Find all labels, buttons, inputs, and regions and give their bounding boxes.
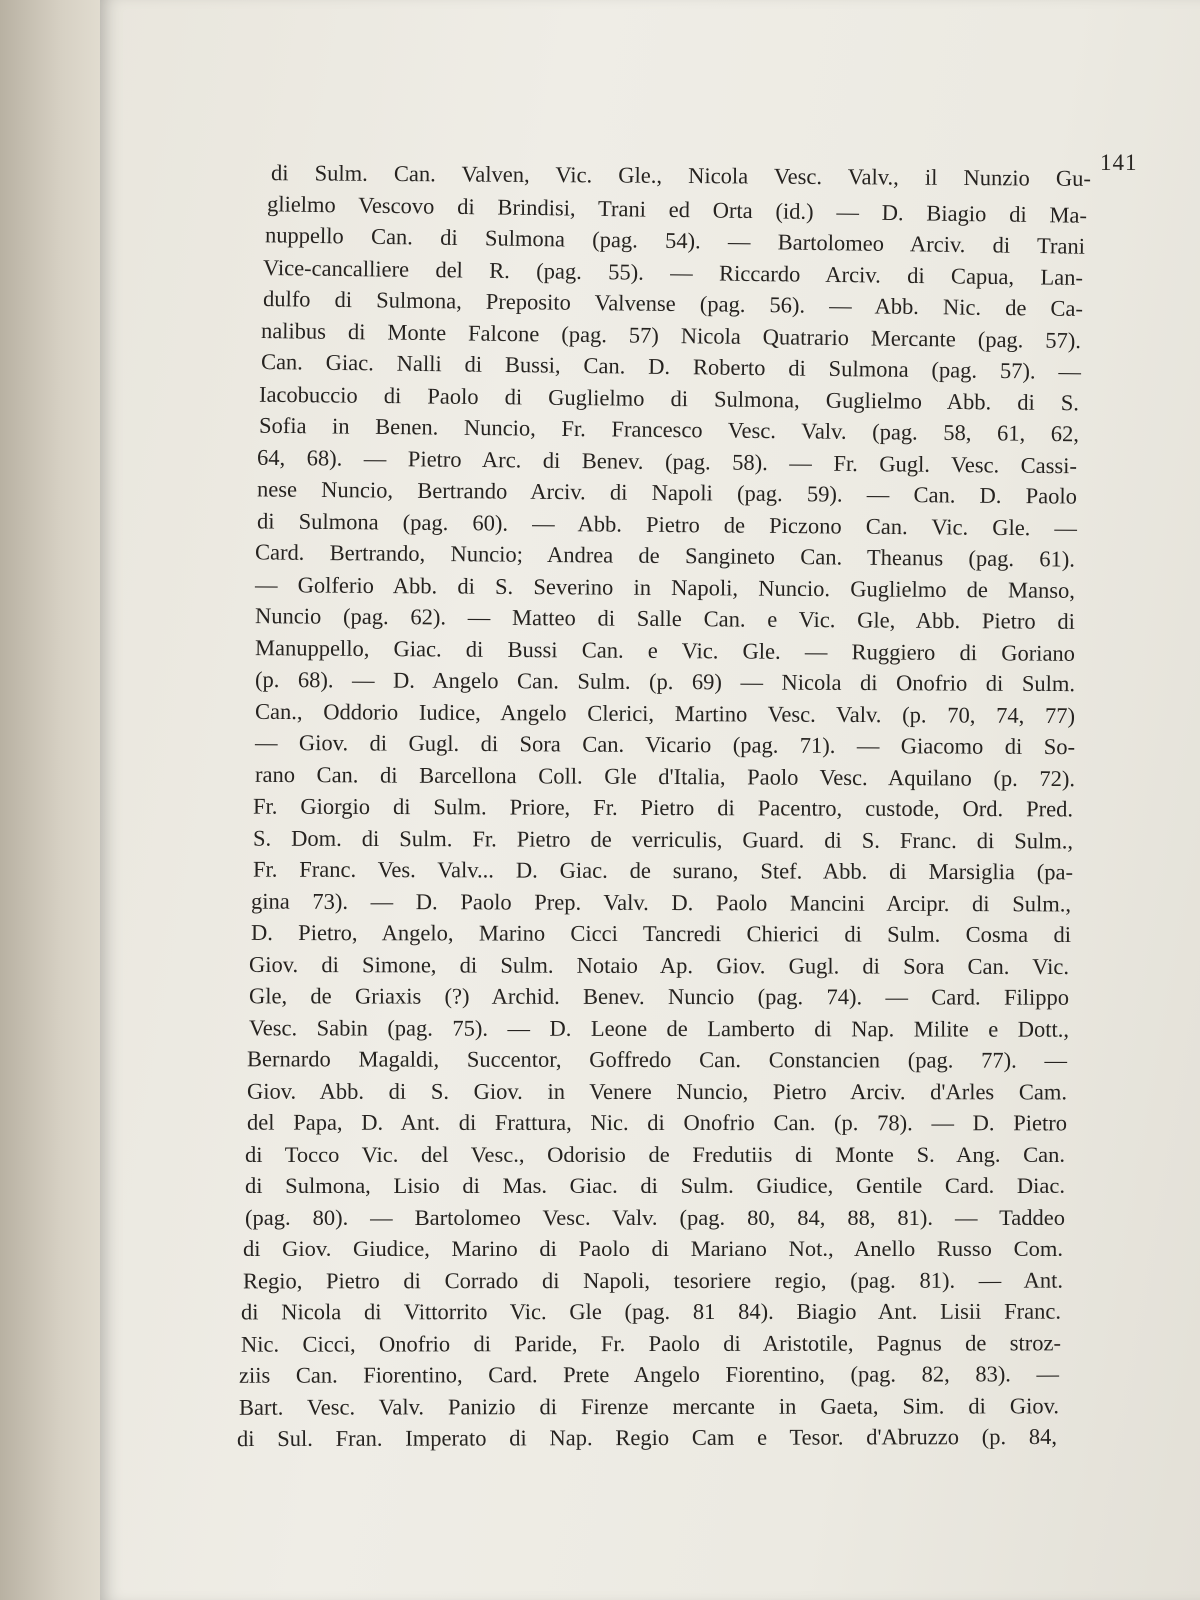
text-line: — Giov. di Gugl. di Sora Can. Vicario (pag. 71). — Giacomo di So- [254,729,1076,760]
text-line: — Golferio Abb. di S. Severino in Napoli, Nuncio. Guglielmo de Manso, [254,571,1076,603]
text-line: Fr. Giorgio di Sulm. Priore, Fr. Pietro di Pacentro, custode, Ord. Pred. [252,793,1074,822]
text-line: Iacobuccio di Paolo di Guglielmo di Sulmona, Guglielmo Abb. di S. [258,381,1080,415]
text-line: Fr. Franc. Ves. Valv... D. Giac. de surano, Stef. Abb. di Marsiglia (pa- [252,856,1074,885]
text-line: di Giov. Giudice, Marino di Paolo di Mariano Not., Anello Russo Com. [243,1236,1063,1261]
text-line: nalibus di Monte Falcone (pag. 57) Nicola Quatrario Mercante (pag. 57). [260,317,1082,353]
text-line: Vesc. Sabin (pag. 75). — D. Leone de Lamberto di Nap. Milite e Dott., [248,1014,1070,1042]
text-line: Manuppello, Giac. di Bussi Can. e Vic. Gle. — Ruggiero di Goriano [254,634,1076,666]
text-line: Bart. Vesc. Valv. Panizio di Firenze mercante in Gaeta, Sim. di Giov. [238,1392,1060,1420]
text-line: Nuncio (pag. 62). — Matteo di Salle Can. e Vic. Gle, Abb. Pietro di [254,603,1076,634]
text-line: ziis Can. Fiorentino, Card. Prete Angelo Fiorentino, (pag. 82, 83). — [238,1361,1060,1388]
text-line: Bernardo Magaldi, Succentor, Goffredo Can. Constancien (pag. 77). — [246,1046,1068,1073]
text-line: gina 73). — D. Paolo Prep. Valv. D. Paolo Mancini Arcipr. di Sulm., [250,888,1072,916]
text-line: Can. Giac. Nalli di Bussi, Can. D. Roberto di Sulmona (pag. 57). — [260,348,1082,385]
text-line: di Tocco Vic. del Vesc., Odorisio de Fredutiis di Monte S. Ang. Can. [245,1141,1065,1167]
text-line: Vice-cancalliere del R. (pag. 55). — Riccardo Arciv. di Capua, Lan- [262,254,1084,290]
text-line: Sofia in Benen. Nuncio, Fr. Francesco Vesc. Valv. (pag. 58, 61, 62, [258,412,1080,447]
text-line: rano Can. di Barcellona Coll. Gle d'Italia, Paolo Vesc. Aquilano (p. 72). [254,761,1076,791]
text-line: nese Nuncio, Bertrando Arciv. di Napoli (pag. 59). — Can. D. Paolo [256,476,1078,509]
text-line: Can., Oddorio Iudice, Angelo Clerici, Martino Vesc. Valv. (p. 70, 74, 77) [254,698,1076,728]
text-line: di Sulm. Can. Valven, Vic. Gle., Nicola Vesc. Valv., il Nunzio Gu- [270,160,1092,191]
text-line: Regio, Pietro di Corrado di Napoli, tesoriere regio, (pag. 81). — Ant. [242,1267,1064,1293]
text-line: (pag. 80). — Bartolomeo Vesc. Valv. (pag. 80, 84, 88, 81). — Taddeo [245,1204,1065,1230]
text-line: (p. 68). — D. Angelo Can. Sulm. (p. 69) — Nicola di Onofrio di Sulm. [254,666,1076,697]
book-gutter [0,0,110,1600]
text-line: S. Dom. di Sulm. Fr. Pietro de verriculis, Guard. di S. Franc. di Sulm., [252,825,1074,853]
text-line: di Sulmona, Lisio di Mas. Giac. di Sulm. Giudice, Gentile Card. Diac. [245,1173,1065,1198]
text-line: glielmo Vescovo di Brindisi, Trani ed Orta (id.) — D. Biagio di Ma- [266,190,1088,228]
page-number: 141 [1100,150,1138,175]
text-line: D. Pietro, Angelo, Marino Cicci Tancredi Chierici di Sulm. Cosma di [250,919,1072,948]
text-line: Giov. di Simone, di Sulm. Notaio Ap. Giov. Gugl. di Sora Can. Vic. [248,951,1070,979]
text-line: Nic. Cicci, Onofrio di Paride, Fr. Paolo di Aristotile, Pagnus de stroz- [240,1329,1062,1357]
text-line: dulfo di Sulmona, Preposito Valvense (pag. 56). — Abb. Nic. de Ca- [262,285,1084,322]
body-text [236,160,1092,1452]
text-line: di Sulmona (pag. 60). — Abb. Pietro de Piczono Can. Vic. Gle. — [256,507,1078,541]
text-line: Card. Bertrando, Nuncio; Andrea de Sangineto Can. Theanus (pag. 61). [254,539,1076,572]
text-line: del Papa, D. Ant. di Frattura, Nic. di Onofrio Can. (p. 78). — D. Pietro [246,1109,1068,1136]
text-line: di Sul. Fran. Imperato di Nap. Regio Cam e Tesor. d'Abruzzo (p. 84, [236,1423,1058,1452]
text-line: Gle, de Griaxis (?) Archid. Benev. Nuncio (pag. 74). — Card. Filippo [248,983,1070,1010]
text-line: nuppello Can. di Sulmona (pag. 54). — Bartolomeo Arciv. di Trani [264,222,1086,259]
text-line: di Nicola di Vittorrito Vic. Gle (pag. 81 84). Biagio Ant. Lisii Franc. [240,1298,1062,1325]
text-line: Giov. Abb. di S. Giov. in Venere Nuncio, Pietro Arciv. d'Arles Cam. [246,1078,1068,1104]
text-line: 64, 68). — Pietro Arc. di Benev. (pag. 58). — Fr. Gugl. Vesc. Cassi- [256,444,1078,478]
